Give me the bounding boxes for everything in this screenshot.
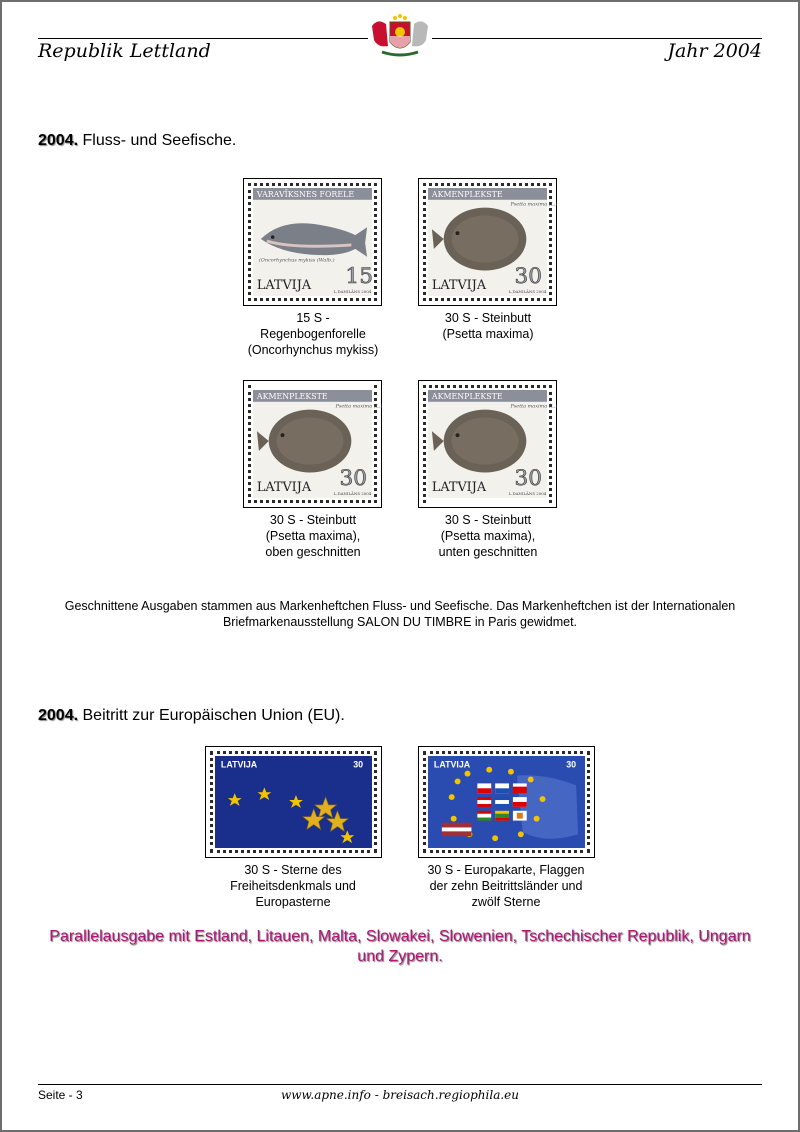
stamp-artist: L.DANILĀNS 2004 bbox=[508, 289, 547, 295]
header-year: Jahr 2004 bbox=[667, 40, 762, 62]
stamp-value: 30 bbox=[339, 466, 368, 492]
section-eu-title bbox=[38, 707, 345, 725]
freedom-monument-stars-icon bbox=[303, 797, 348, 831]
stamp-value: 30 bbox=[353, 759, 364, 770]
stamp-value: 15 bbox=[345, 264, 373, 290]
stamp-fish-trout[interactable] bbox=[243, 178, 382, 306]
section-fish-title bbox=[38, 132, 236, 150]
stamp-fish-turbot-top-imperf[interactable] bbox=[243, 380, 382, 508]
stamp-latin: Psetta maxima (L.) bbox=[335, 403, 383, 410]
stamp-top-text: AKMENPLEKSTE bbox=[431, 391, 503, 401]
stamp-country: LATVIJA bbox=[431, 480, 487, 496]
caption-stamp-3: 30 S - Steinbutt (Psetta maxima), oben geschnitten bbox=[265, 513, 361, 559]
footer-url[interactable]: www.apne.info - breisach.regiophila.eu bbox=[280, 1088, 519, 1102]
footer-rule bbox=[38, 1084, 762, 1085]
parallel-issue-note: Parallelausgabe mit Estland, Litauen, Malta, Slowakei, Slowenien, Tschechischer Republik, Ungarn und Zypern. bbox=[49, 928, 751, 965]
header-country: Republik Lettland bbox=[38, 40, 211, 62]
stamp-latin: (Oncorhynchus mykiss (Walb.) bbox=[258, 257, 335, 264]
caption-stamp-eu-2: 30 S - Europakarte, Flaggen der zehn Beitrittsländer und zwölf Sterne bbox=[427, 863, 585, 909]
accession-flags-icon bbox=[442, 783, 527, 836]
stamp-eu-stars[interactable] bbox=[205, 746, 382, 858]
stamp-value: 30 bbox=[566, 759, 577, 770]
stamp-value: 30 bbox=[514, 264, 543, 290]
section-fish-year: 2004. bbox=[38, 132, 79, 149]
stamp-top-text: AKMENPLEKSTE bbox=[256, 391, 328, 401]
booklet-note: Geschnittene Ausgaben stammen aus Markenheftchen Fluss- und Seefische. Das Markenheftchen ist der Internationalen Briefmarkenausstellung SALON DU TIMBRE in Paris gewidmet. bbox=[64, 599, 736, 629]
coat-of-arms-icon bbox=[368, 12, 432, 60]
stamp-fish-turbot[interactable] bbox=[418, 178, 557, 306]
stamp-country: LATVIJA bbox=[256, 278, 312, 294]
stamp-latin: Psetta maxima (L.) bbox=[510, 403, 558, 410]
stamp-country: LATVIJA bbox=[220, 759, 258, 770]
section-eu-heading: Beitritt zur Europäischen Union (EU). bbox=[78, 707, 345, 724]
page-number: Seite - 3 bbox=[38, 1088, 83, 1102]
stamp-top-text: VARAVĪKSNES FORELE bbox=[256, 189, 355, 199]
section-fish-heading: Fluss- und Seefische. bbox=[78, 132, 237, 149]
caption-stamp-2: 30 S - Steinbutt (Psetta maxima) bbox=[442, 311, 534, 341]
stamp-country: LATVIJA bbox=[433, 759, 471, 770]
stamp-latin: Psetta maxima (L.) bbox=[510, 201, 558, 208]
stamp-artist: L.DANILĀNS 2004 bbox=[508, 491, 547, 497]
stamp-eu-map-flags[interactable] bbox=[418, 746, 595, 858]
stamp-value: 30 bbox=[514, 466, 543, 492]
stamp-country: LATVIJA bbox=[431, 278, 487, 294]
caption-stamp-eu-1: 30 S - Sterne des Freiheitsdenkmals und Europasterne bbox=[230, 863, 356, 909]
stamp-top-text: AKMENPLEKSTE bbox=[431, 189, 503, 199]
stamp-fish-turbot-bottom-imperf[interactable] bbox=[418, 380, 557, 508]
section-eu-year: 2004. bbox=[38, 707, 79, 724]
caption-stamp-4: 30 S - Steinbutt (Psetta maxima), unten geschnitten bbox=[438, 513, 538, 559]
stamp-artist: L.DANILĀNS 2004 bbox=[333, 289, 372, 295]
caption-stamp-1: 15 S - Regenbogenforelle (Oncorhynchus mykiss) bbox=[247, 311, 379, 357]
star-icon bbox=[228, 787, 354, 843]
stamp-country: LATVIJA bbox=[256, 480, 312, 496]
stamp-artist: L.DANILĀNS 2004 bbox=[333, 491, 372, 497]
